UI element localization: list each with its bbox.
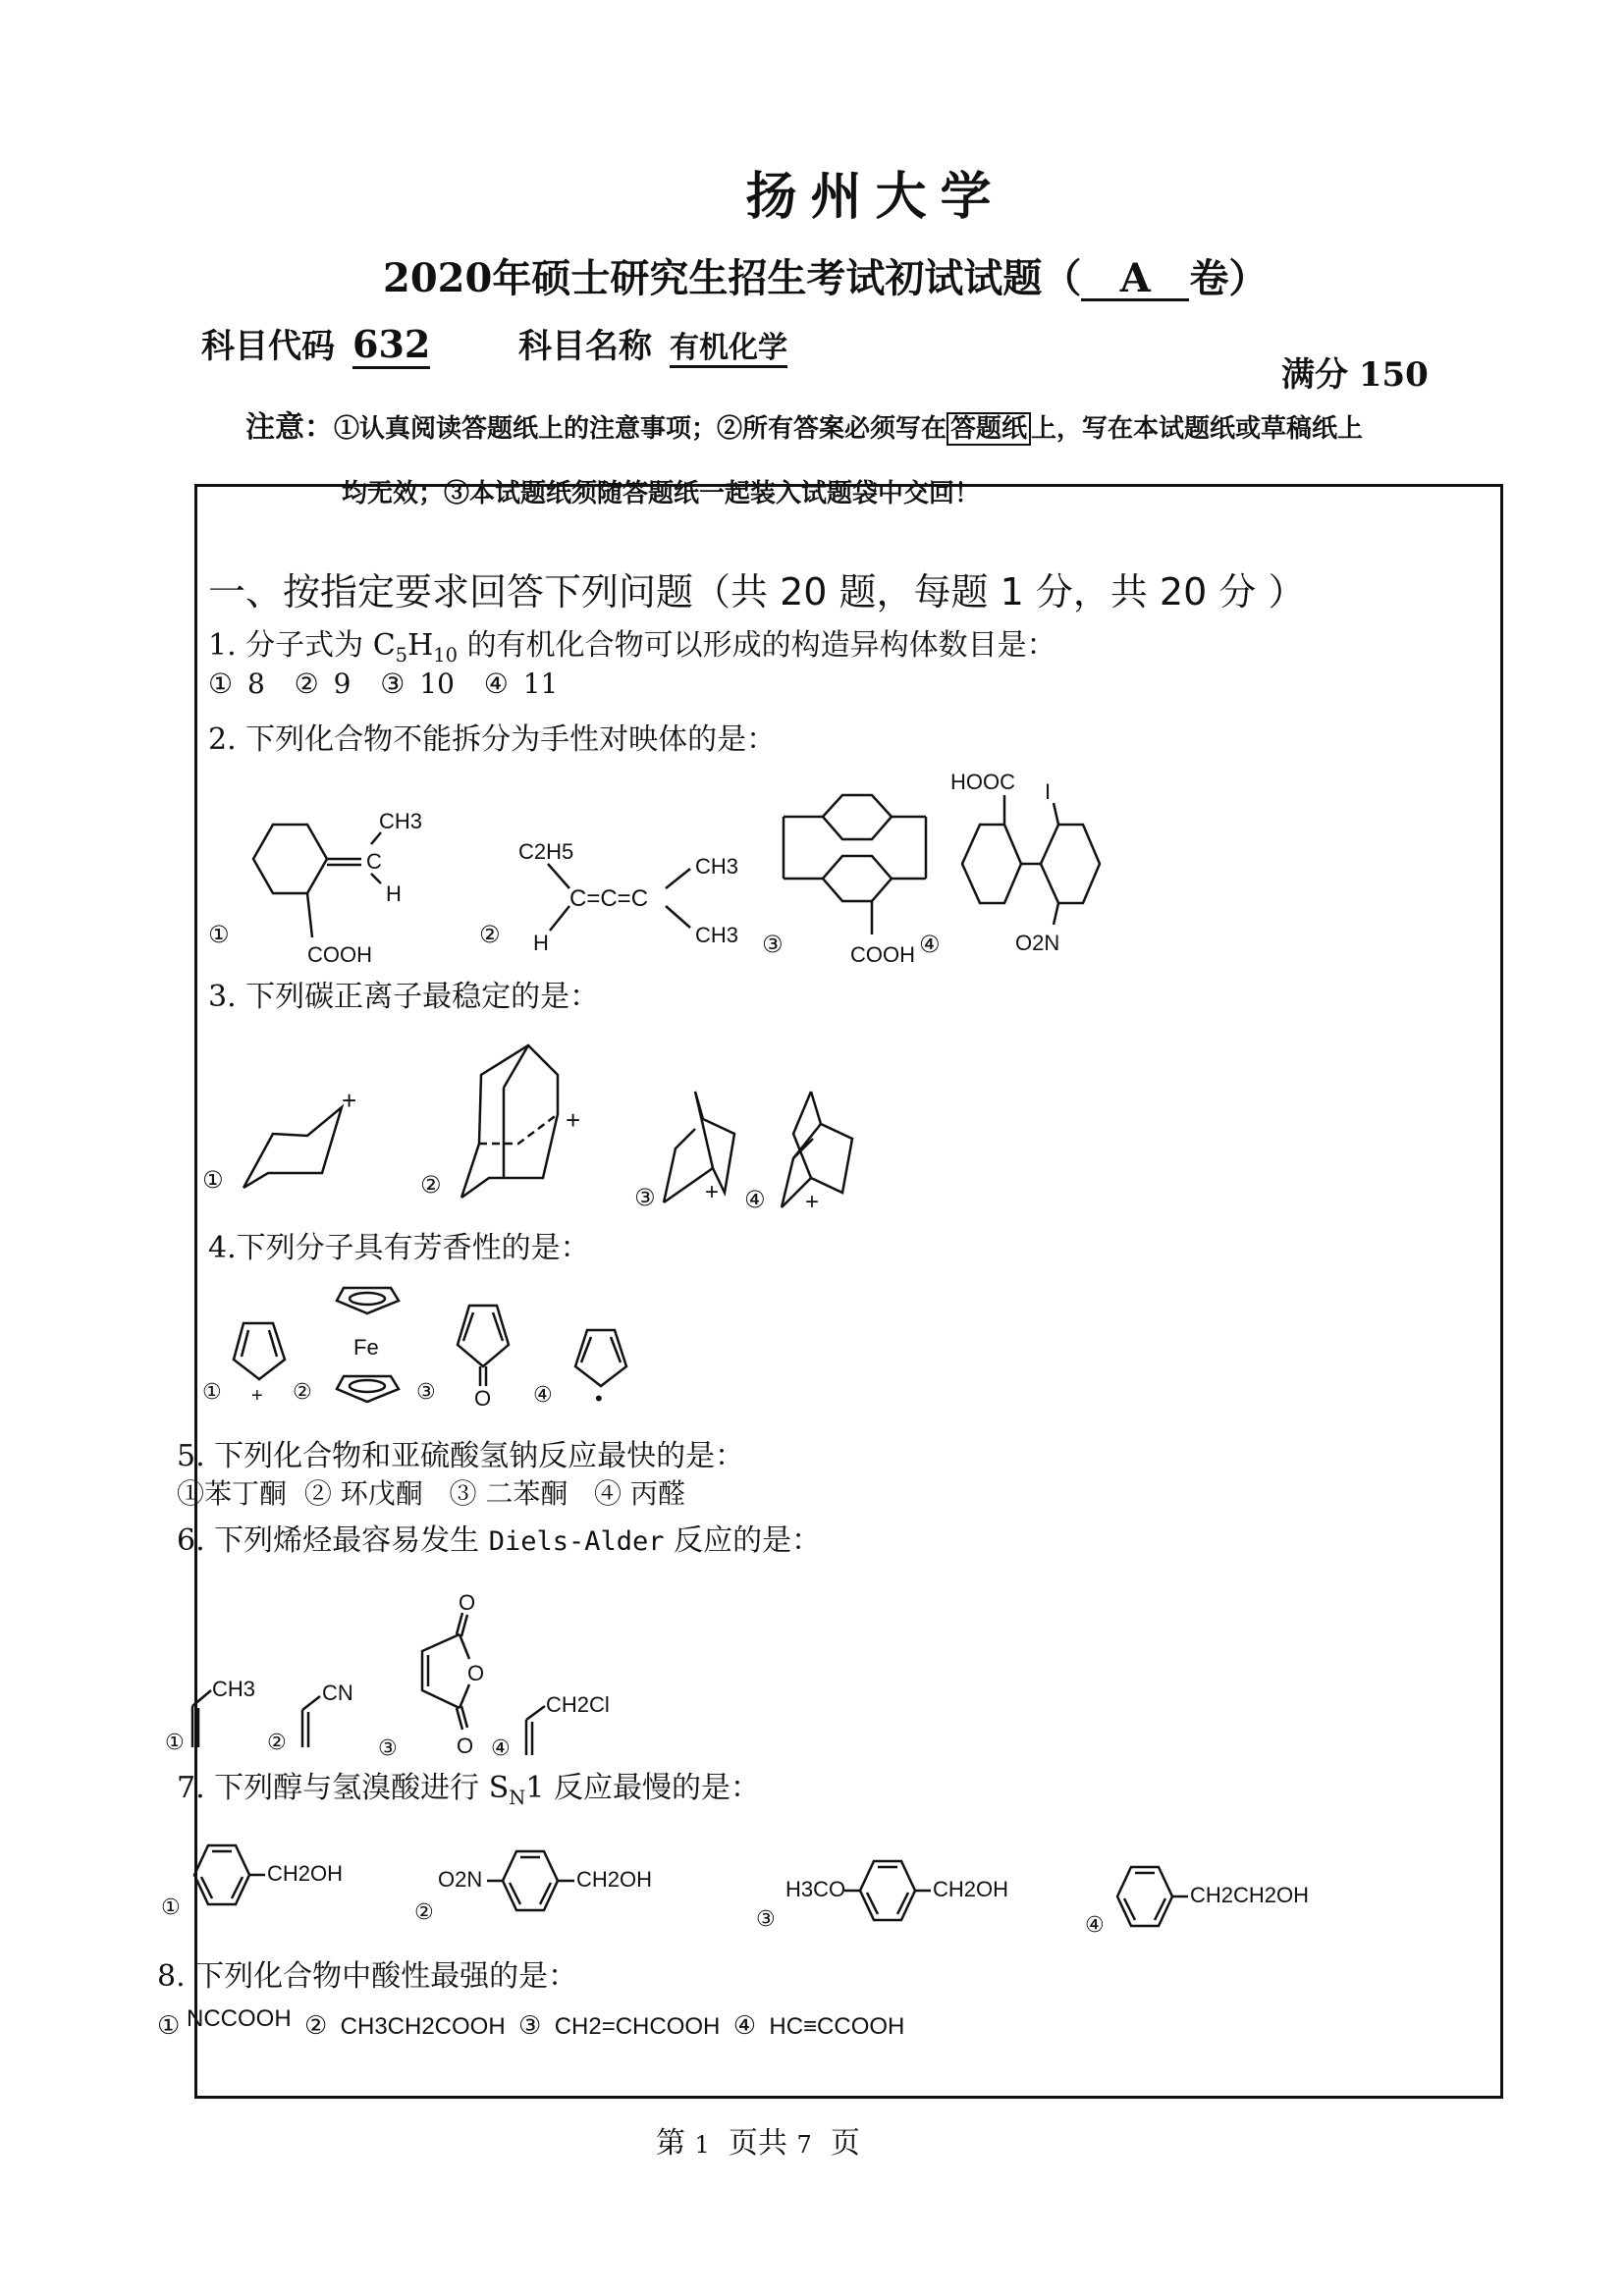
charge-label: + bbox=[805, 1189, 820, 1215]
question-text: 下列醇与氢溴酸进行 S bbox=[214, 1771, 510, 1805]
question-text: 下列碳正离子最稳定的是： bbox=[245, 980, 600, 1014]
cyclopentadienyl-radical-structure bbox=[575, 1330, 626, 1386]
question-text: 1 反应最慢的是： bbox=[525, 1771, 760, 1805]
cyclopentadienone-structure bbox=[458, 1306, 509, 1386]
cyclohexane-ethylidene-structure bbox=[253, 825, 381, 937]
marker-1: ① bbox=[208, 922, 230, 948]
question-text: 的有机化合物可以形成的构造异构体数目是： bbox=[458, 628, 1056, 663]
atom-label: CH2OH bbox=[933, 1877, 1009, 1901]
question-text: 反应的是： bbox=[664, 1523, 822, 1558]
marker-4: ④ bbox=[1085, 1912, 1105, 1937]
marker-1: ① bbox=[202, 1167, 224, 1194]
page-suffix: 页 bbox=[830, 2126, 860, 2161]
p-methoxybenzyl-alcohol-structure bbox=[844, 1861, 931, 1920]
question-1 bbox=[208, 620, 1056, 667]
question-2 bbox=[208, 715, 776, 758]
option-1: ① 8 bbox=[208, 667, 265, 700]
allyl-chloride-structure bbox=[526, 1706, 545, 1755]
section-heading: 一、按指定要求回答下列问题（共 20 题，每题 1 分，共 20 分 ） bbox=[208, 570, 1306, 614]
option-1: NCCOOH bbox=[186, 2005, 292, 2032]
question-number: 4. bbox=[208, 1231, 237, 1265]
question-4 bbox=[208, 1223, 590, 1266]
option-1: ①苯丁酮 bbox=[177, 1477, 288, 1510]
atom-label: H bbox=[533, 931, 549, 955]
adamantyl-cation-structure bbox=[461, 1045, 558, 1198]
biphenyl-structure bbox=[962, 795, 1100, 925]
full-score: 150 bbox=[1358, 355, 1429, 395]
question-8-options bbox=[157, 2005, 905, 2041]
atom-label: Fe bbox=[353, 1335, 379, 1360]
page-prefix: 第 bbox=[656, 2126, 685, 2161]
p-nitrobenzyl-alcohol-structure bbox=[487, 1851, 574, 1910]
atom-label: O2N bbox=[438, 1867, 483, 1892]
option-3: ③ 10 bbox=[380, 667, 455, 700]
question-number: 1. bbox=[208, 628, 237, 663]
atom-label: CH3 bbox=[212, 1677, 256, 1701]
notice-line-1 bbox=[245, 402, 1363, 446]
marker-2: ② bbox=[267, 1730, 287, 1754]
marker-3: ③ bbox=[416, 1379, 436, 1404]
notice-line-2: 均无效；③本试题纸须随答题纸一起装入试题袋中交回！ bbox=[342, 479, 981, 508]
atom-label: O bbox=[457, 1734, 474, 1757]
question-number: 8. bbox=[157, 1959, 186, 1994]
marker-1: ① bbox=[161, 1895, 181, 1919]
page-current: 1 bbox=[694, 2131, 710, 2159]
charge-label: + bbox=[566, 1105, 581, 1135]
question-4-structures bbox=[194, 1276, 744, 1414]
question-number: 7. bbox=[177, 1771, 205, 1805]
question-number: 3. bbox=[208, 980, 237, 1014]
marker-3: ③ bbox=[762, 932, 784, 958]
subscript: 10 bbox=[433, 644, 459, 667]
marker-2: ② bbox=[479, 922, 501, 948]
atom-label: CH2CH2OH bbox=[1190, 1883, 1310, 1907]
exam-title-suffix: 卷） bbox=[1189, 255, 1269, 301]
page-mid: 页共 bbox=[728, 2126, 787, 2161]
atom-label: CH2Cl bbox=[546, 1692, 610, 1717]
charge-label: + bbox=[705, 1179, 720, 1205]
subject-name-row bbox=[518, 319, 787, 367]
university-title: 扬州大学 bbox=[745, 167, 1005, 227]
atom-label: C bbox=[366, 849, 382, 874]
full-score-row bbox=[1281, 347, 1429, 396]
notice-label: 注意： bbox=[245, 410, 334, 445]
marker-1: ① bbox=[157, 2010, 181, 2040]
subject-code-label: 科目代码 bbox=[201, 327, 335, 366]
full-score-label: 满分 bbox=[1281, 355, 1348, 395]
marker-2: ② bbox=[420, 1172, 442, 1199]
question-text: H bbox=[407, 628, 434, 663]
atom-label: I bbox=[1045, 779, 1052, 804]
answer-sheet-boxed: 答题纸 bbox=[947, 412, 1031, 446]
subject-name-label: 科目名称 bbox=[518, 327, 652, 366]
exam-title-prefix: 2020年硕士研究生招生考试初试试题（ bbox=[383, 255, 1082, 301]
reaction-name: Diels-Alder bbox=[488, 1526, 665, 1557]
question-number: 5. bbox=[177, 1439, 205, 1473]
propene-structure bbox=[192, 1690, 211, 1747]
question-text: 下列分子具有芳香性的是： bbox=[236, 1231, 590, 1265]
question-7-structures bbox=[157, 1816, 1483, 1944]
paracyclophane-structure bbox=[784, 795, 926, 934]
question-7 bbox=[177, 1763, 760, 1809]
acrylonitrile-structure bbox=[302, 1696, 320, 1747]
maleic-anhydride-structure bbox=[422, 1613, 469, 1730]
question-8 bbox=[157, 1951, 577, 1995]
marker-3: ③ bbox=[756, 1906, 776, 1931]
option-4: ④ 丙醛 bbox=[594, 1477, 685, 1510]
atom-label: H3CO bbox=[785, 1877, 846, 1901]
radical-label: • bbox=[595, 1386, 603, 1411]
question-text: 下列烯烃最容易发生 bbox=[214, 1523, 489, 1558]
page-indicator bbox=[656, 2118, 860, 2162]
question-text: 下列化合物不能拆分为手性对映体的是： bbox=[245, 722, 777, 757]
exam-title bbox=[383, 247, 1268, 303]
question-number: 6. bbox=[177, 1523, 205, 1558]
option-4: ④ 11 bbox=[483, 667, 559, 700]
question-text: 下列化合物和亚硫酸氢钠反应最快的是： bbox=[214, 1439, 745, 1473]
benzyl-alcohol-structure bbox=[194, 1845, 265, 1904]
atom-label: O2N bbox=[1015, 931, 1060, 955]
option-4: HC≡CCOOH bbox=[769, 2013, 905, 2040]
charge-label: + bbox=[342, 1086, 357, 1115]
question-text: 分子式为 C bbox=[245, 628, 396, 663]
atom-label: C=C=C bbox=[569, 885, 649, 912]
atom-label: COOH bbox=[850, 942, 915, 967]
atom-label: COOH bbox=[307, 942, 372, 967]
marker-2: ② bbox=[293, 1379, 312, 1404]
subject-code: 632 bbox=[352, 322, 430, 369]
marker-1: ① bbox=[165, 1730, 185, 1754]
option-3: ③ 二苯酮 bbox=[449, 1477, 568, 1510]
marker-3: ③ bbox=[634, 1185, 656, 1211]
marker-2: ② bbox=[304, 2010, 328, 2040]
question-number: 2. bbox=[208, 722, 237, 757]
atom-label: O bbox=[474, 1386, 492, 1411]
cyclohexyl-cation-structure bbox=[243, 1107, 342, 1188]
question-6-structures bbox=[157, 1580, 844, 1757]
atom-label: C2H5 bbox=[518, 839, 574, 864]
question-5 bbox=[177, 1431, 744, 1474]
marker-4: ④ bbox=[732, 2010, 757, 2040]
charge-label: + bbox=[251, 1385, 263, 1407]
marker-4: ④ bbox=[919, 932, 941, 958]
page-total: 7 bbox=[796, 2131, 812, 2159]
notice-text-b: 上，写在本试题纸或草稿纸上 bbox=[1031, 414, 1364, 444]
question-3-structures bbox=[194, 1021, 1078, 1217]
phenylethanol-structure bbox=[1117, 1867, 1188, 1926]
notice-text-a: ①认真阅读答题纸上的注意事项；②所有答案必须写在 bbox=[334, 414, 947, 444]
option-3: CH2=CHCOOH bbox=[554, 2013, 721, 2040]
marker-4: ④ bbox=[533, 1382, 553, 1407]
question-1-options bbox=[208, 667, 558, 700]
atom-label: CN bbox=[322, 1681, 353, 1705]
question-6 bbox=[177, 1516, 821, 1559]
marker-4: ④ bbox=[491, 1735, 511, 1757]
atom-label: CH3 bbox=[695, 854, 739, 879]
question-5-options bbox=[177, 1472, 685, 1512]
paper-version: A bbox=[1081, 259, 1189, 301]
option-2: ② 环戊酮 bbox=[303, 1477, 423, 1510]
subscript: 5 bbox=[395, 644, 408, 667]
atom-label: O bbox=[459, 1590, 476, 1615]
subject-name: 有机化学 bbox=[670, 331, 787, 368]
marker-4: ④ bbox=[744, 1187, 766, 1213]
marker-2: ② bbox=[414, 1899, 434, 1924]
marker-3: ③ bbox=[518, 2010, 542, 2040]
atom-label: O bbox=[467, 1661, 485, 1685]
atom-label: HOOC bbox=[950, 770, 1015, 794]
marker-3: ③ bbox=[378, 1735, 398, 1757]
question-2-structures bbox=[194, 766, 1500, 972]
norbornyl-cation-structure bbox=[664, 1092, 734, 1202]
subject-code-row bbox=[201, 319, 430, 367]
subscript: N bbox=[509, 1787, 526, 1809]
atom-label: CH3 bbox=[695, 923, 739, 947]
atom-label: CH3 bbox=[379, 809, 423, 833]
cyclopentadienyl-cation-structure bbox=[234, 1323, 285, 1379]
atom-label: H bbox=[386, 881, 402, 906]
option-2: CH3CH2COOH bbox=[340, 2013, 506, 2040]
question-text: 下列化合物中酸性最强的是： bbox=[194, 1959, 578, 1994]
question-3 bbox=[208, 972, 599, 1015]
atom-label: CH2OH bbox=[267, 1861, 344, 1886]
atom-label: CH2OH bbox=[576, 1867, 653, 1892]
option-2: ② 9 bbox=[294, 667, 352, 700]
marker-1: ① bbox=[202, 1379, 222, 1404]
